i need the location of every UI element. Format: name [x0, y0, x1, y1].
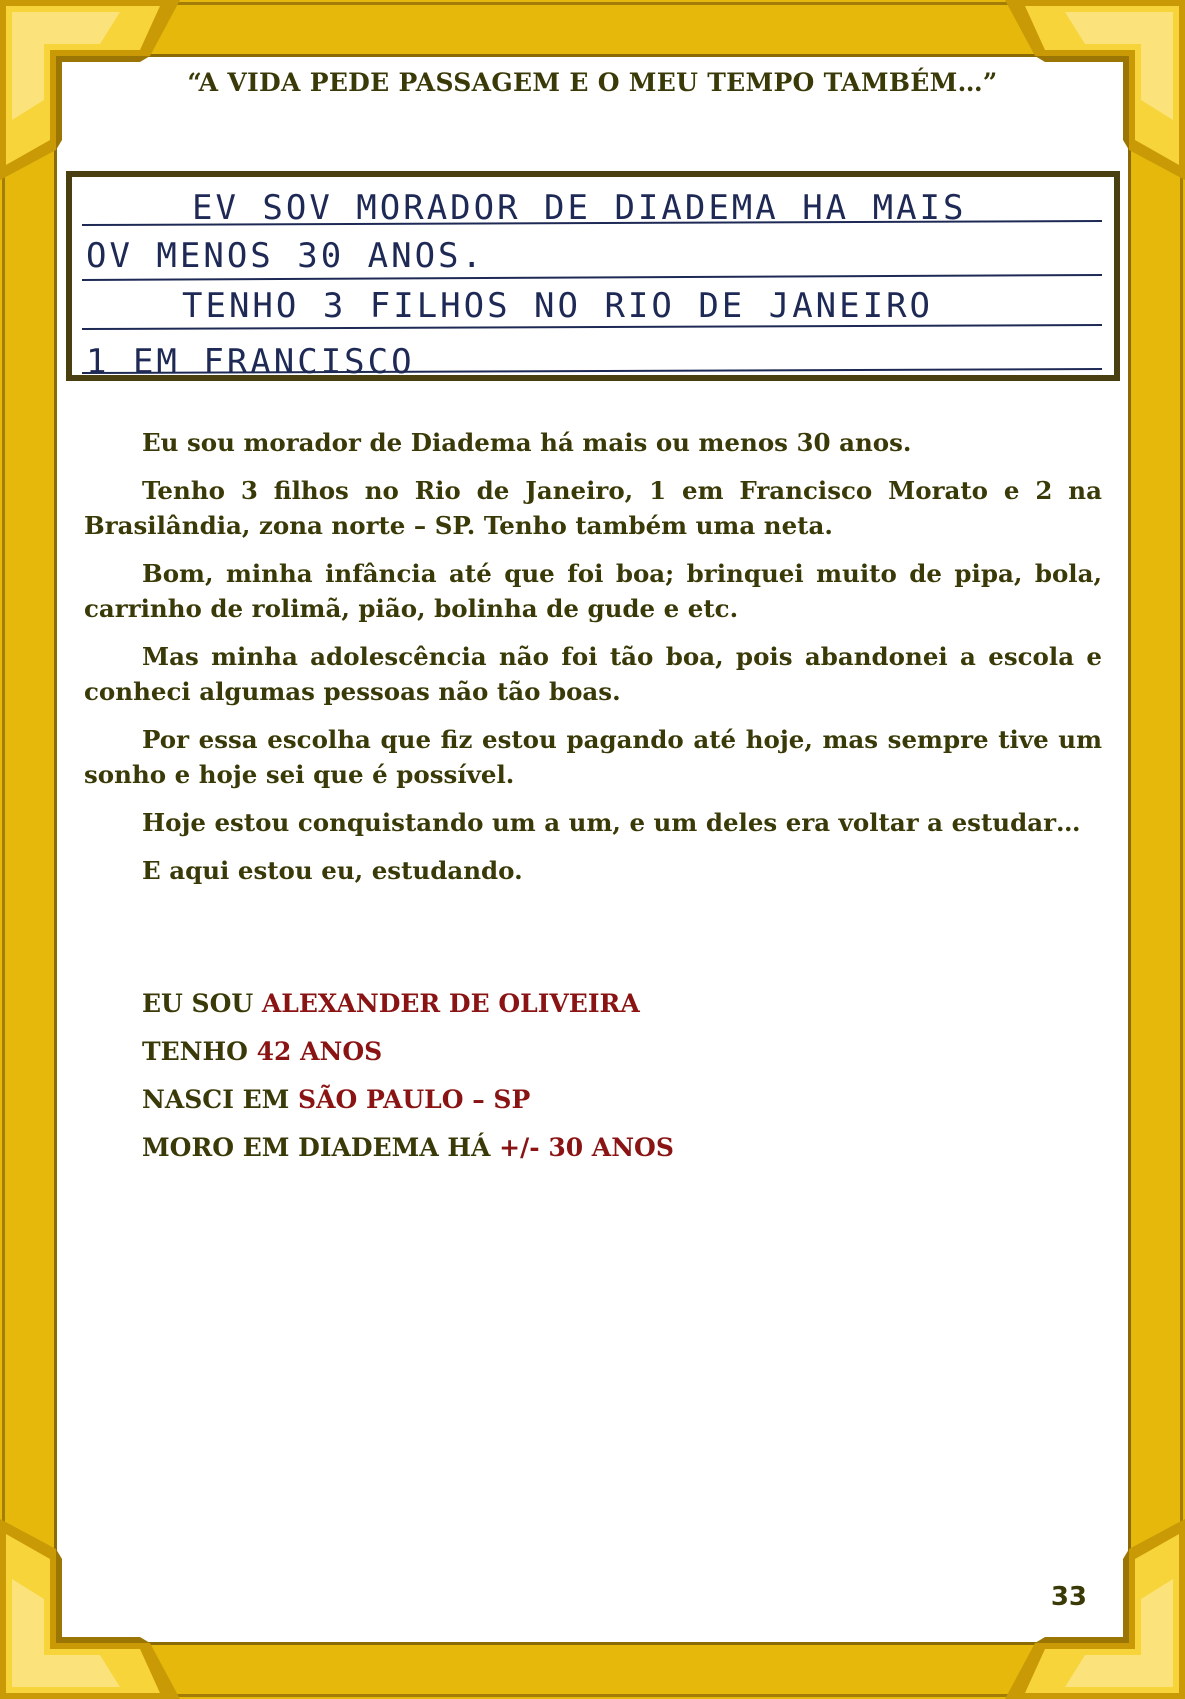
paragraph: Hoje estou conquistando um a um, e um deles era voltar a estudar… [142, 808, 1081, 837]
paragraph: Bom, minha infância até que foi boa; brinquei muito de pipa, bola, carrinho de rolimã, pião, bolinha de gude e etc. [84, 559, 1102, 623]
paragraph: Tenho 3 filhos no Rio de Janeiro, 1 em Francisco Morato e 2 na Brasilândia, zona norte – SP. Tenho também uma neta. [84, 476, 1102, 540]
page-number: 33 [1050, 1582, 1087, 1612]
fact-label: MORO EM DIADEMA HÁ [142, 1133, 500, 1162]
fact-name [142, 980, 1042, 1028]
paragraph: Mas minha adolescência não foi tão boa, pois abandonei a escola e conheci algumas pessoas não tão boas. [84, 642, 1102, 706]
handwritten-line: TENHO 3 FILHOS NO RIO DE JANEIRO [182, 286, 934, 326]
handwritten-line: 1 EM FRANCISCO [86, 342, 415, 375]
handwritten-line: EV SOV MORADOR DE DIADEMA HA MAIS [192, 188, 967, 228]
fact-label: TENHO [142, 1037, 257, 1066]
paragraph: Eu sou morador de Diadema há mais ou menos 30 anos. [142, 428, 912, 457]
fact-value: 42 ANOS [256, 1037, 383, 1066]
fact-age [142, 1028, 1042, 1076]
paragraph: Por essa escolha que fiz estou pagando até hoje, mas sempre tive um sonho e hoje sei que é possível. [84, 725, 1102, 789]
author-facts [142, 980, 1042, 1172]
corner-ornament-icon [0, 1519, 180, 1699]
fact-value: ALEXANDER DE OLIVEIRA [261, 989, 640, 1018]
fact-label: NASCI EM [142, 1085, 299, 1114]
fact-value: SÃO PAULO – SP [298, 1085, 531, 1114]
paragraph: E aqui estou eu, estudando. [142, 856, 523, 885]
handwritten-note-image [66, 171, 1120, 381]
fact-birthplace [142, 1076, 1042, 1124]
fact-value: +/- 30 ANOS [499, 1133, 674, 1162]
fact-label: EU SOU [142, 989, 262, 1018]
corner-ornament-icon [1005, 1519, 1185, 1699]
page-title: “A VIDA PEDE PASSAGEM E O MEU TEMPO TAMBÉM…” [187, 68, 998, 97]
fact-residence [142, 1124, 1042, 1172]
handwritten-line: OV MENOS 30 ANOS. [86, 236, 485, 276]
body-text [84, 425, 1102, 901]
